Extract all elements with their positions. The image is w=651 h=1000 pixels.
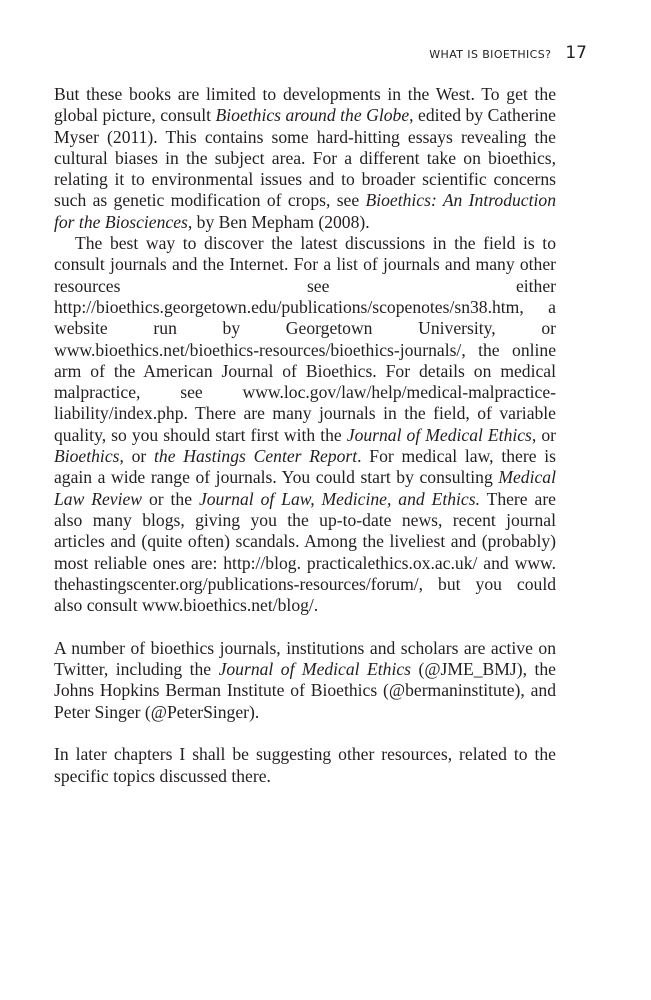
paragraph-global-bioethics bbox=[54, 84, 556, 233]
book-title: Bioethics: An Introduction for the Biosciences bbox=[54, 190, 556, 232]
text-run: . For medical law, there is again a wide range of journals. You could start by consulting bbox=[54, 446, 556, 488]
text-run: or the bbox=[142, 488, 199, 509]
text-run: (@JME_BMJ), the Johns Hopkins Berman Institute of Bioethics (@bermaninstitute), and Peter Singer (@PeterSinger). bbox=[54, 659, 556, 722]
text-run: , edited by Catherine Myser (2011). This contains some hard-hitting essays revealing the cultural biases in the subject area. For a different take on bioethics, relating it to environmental issues and to broader scientific concerns such as genetic modification of crops, see bbox=[54, 105, 556, 211]
page-body bbox=[54, 84, 556, 787]
text-run: In later chapters I shall be suggesting other resources, related to the specific topics discussed there. bbox=[54, 744, 556, 786]
journal-title: Bioethics bbox=[54, 446, 120, 467]
journal-title: Journal of Law, Medicine, and Ethics. bbox=[198, 488, 480, 509]
journal-title: Medical Law Review bbox=[54, 467, 556, 509]
text-run: The best way to discover the latest discussions in the field is to consult journals and the Internet. For a list of journals and many other resources see either http://bioethics.georgetown.edu/publications/scopenotes/sn38.htm, a website run by Georgetown University, or www.bioethics.net/bioethics-resources/bioethics-journals/, the online arm of the American Journal of Bioethics. For details on medical malpractice, see www.loc.gov/law/help/medical-malpractice-liability/index.php. There are many journals in the field, of variable quality, so you should start first with the bbox=[54, 233, 556, 445]
book-title: Bioethics around the Globe bbox=[215, 105, 410, 126]
paragraph-later-chapters bbox=[54, 744, 556, 787]
text-run: , by Ben Mepham (2008). bbox=[187, 211, 370, 232]
text-run: There are also many blogs, giving you the up-to-date news, recent journal articles and (quite often) scandals. Among the liveliest and (probably) most reliable ones are: http://blog. practicalethics.ox.ac.uk/ and www. thehastingscenter.org/publications-resources/forum/, but you could also consult www.bioethics.net/blog/. bbox=[54, 488, 556, 616]
journal-title: Journal of Medical Ethics bbox=[346, 424, 532, 445]
journal-title: the Hastings Center Report bbox=[154, 446, 358, 467]
paragraph-twitter bbox=[54, 638, 556, 723]
text-run: , or bbox=[119, 446, 155, 467]
running-title: WHAT IS BIOETHICS? bbox=[429, 48, 552, 61]
text-run: But these books are limited to developments in the West. To get the global picture, consult bbox=[54, 84, 556, 126]
text-run: A number of bioethics journals, institutions and scholars are active on Twitter, including the bbox=[54, 637, 556, 680]
page-number: 17 bbox=[565, 43, 587, 63]
paragraph-journals-internet bbox=[54, 233, 556, 616]
running-header bbox=[429, 43, 587, 63]
text-run: , or bbox=[531, 424, 557, 445]
journal-title: Journal of Medical Ethics bbox=[218, 659, 411, 680]
